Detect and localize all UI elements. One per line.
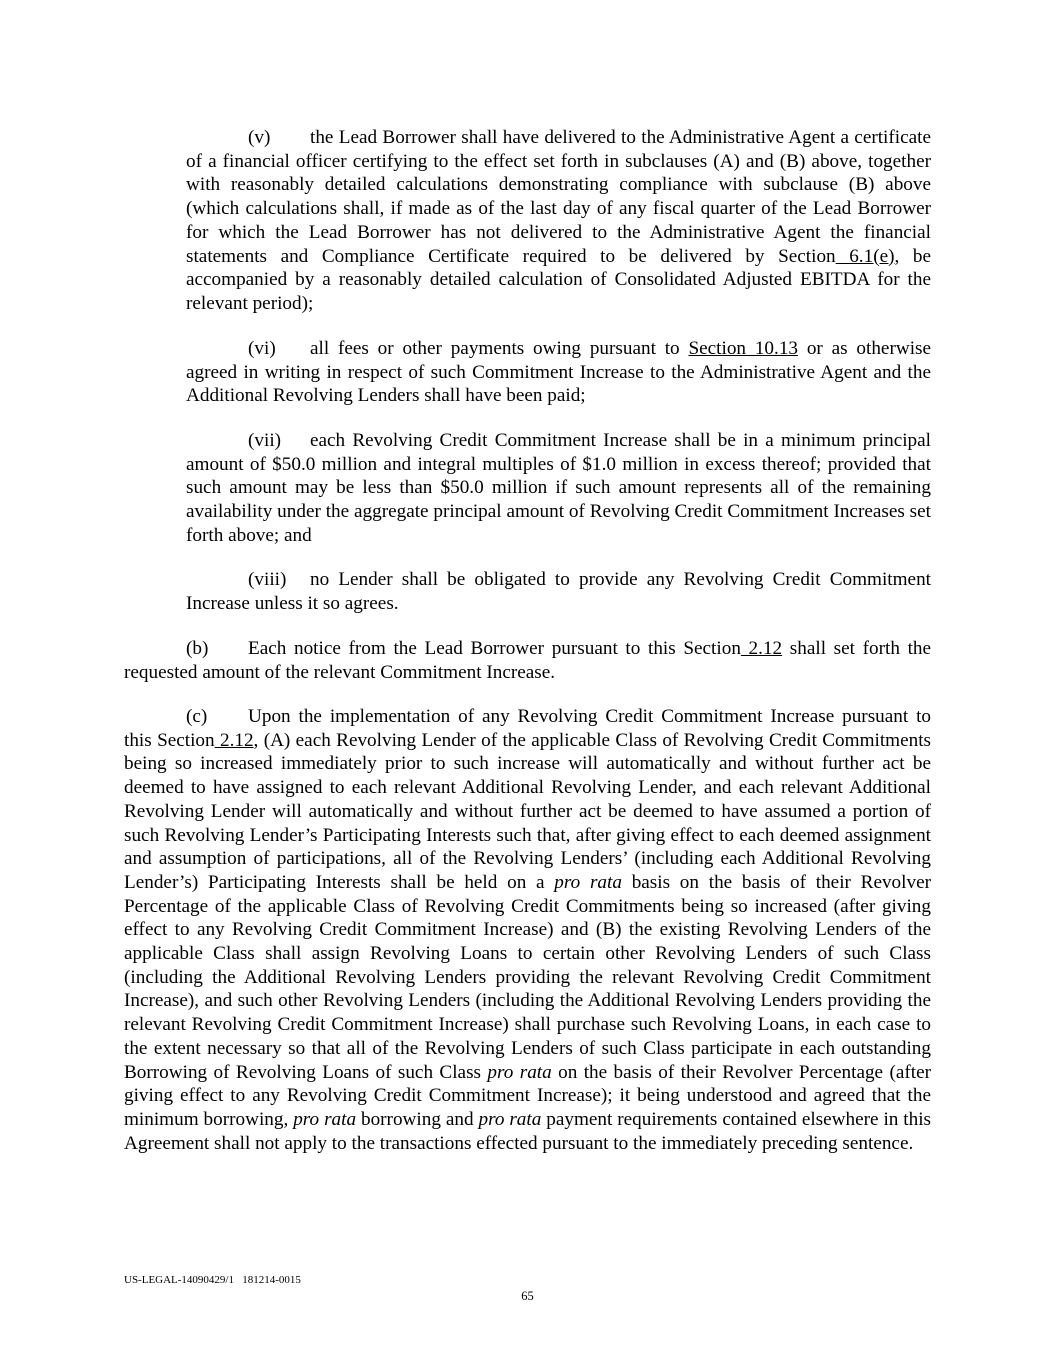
footer-document-id: US-LEGAL-14090429/1 181214-0015 [124,1274,301,1286]
paragraph-label: (viii) [248,569,287,590]
paragraph-c [124,705,931,1155]
paragraph-text: or as otherwise agreed in writing in respect of such Commitment Increase to the Administrative Agent and the Additional Revolving Lenders shall have been paid; [186,338,932,407]
page-number: 65 [521,1289,534,1303]
paragraph-text: shall set forth the requested amount of the relevant Commitment Increase. [124,638,932,683]
paragraph-text: , be accompanied by a reasonably detailed calculation of Consolidated Adjusted EBITDA for the relevant period); [186,245,931,314]
paragraph-text: the Lead Borrower shall have delivered to the Administrative Agent a certificate of a financial officer certifying to the effect set forth in subclauses (A) and (B) above, together with reasonably detailed calculations demonstrating compliance with subclause (B) above (which calculations shall, if made as of the last day of any fiscal quarter of the Lead Borrower for which the Lead Borrower has not delivered to the Administrative Agent the financial statements and Compliance Certificate required to be delivered by Section [186,127,931,267]
italic-term: pro rata [487,1061,552,1083]
paragraph-text: Each notice from the Lead Borrower pursuant to this Section [248,638,741,659]
paragraph-label: (b) [186,638,209,659]
paragraph-label: (vii) [248,430,282,451]
cross-reference: 2.12 [214,729,254,751]
paragraph-text: no Lender shall be obligated to provide any Revolving Credit Commitment Increase unless it so agrees. [186,569,931,614]
paragraph-vi [186,337,931,408]
paragraph-text: all fees or other payments owing pursuant to [310,338,689,359]
paragraph-label: (v) [248,127,271,148]
paragraph-text: each Revolving Credit Commitment Increase shall be in a minimum principal amount of $50.0 million and integral multiples of $1.0 million in excess thereof; provided that such amount may be less than $50.0 million if such amount represents all of the remaining availability under the aggregate principal amount of Revolving Credit Commitment Increases set forth above; and [186,430,931,546]
paragraph-text: borrowing and [356,1108,479,1130]
paragraph-vii [186,429,931,548]
paragraph-text: , (A) each Revolving Lender of the applicable Class of Revolving Credit Commitments being so increased immediately prior to such increase will automatically and without further act be deemed to have assigned to each relevant Additional Revolving Lender, and each relevant Additional Revolving Lender will automatically and without further act be deemed to have assumed a portion of such Revolving Lender’s Participating Interests such that, after giving effect to each deemed assignment and assumption of participations, all of the Revolving Lenders’ (including each Additional Revolving Lender’s) Participating Interests shall be held on a [124,729,931,893]
paragraph-text: Upon the implementation of any Revolving Credit Commitment Increase pursuant to this Section [124,706,931,751]
paragraph-text: on the basis of their Revolver Percentage (after giving effect to any Revolving Credit Commitment Increase); it being understood and agreed that the minimum borrowing, [124,1061,931,1130]
paragraph-text: basis on the basis of their Revolver Percentage of the applicable Class of Revolving Credit Commitments being so increased (after giving effect to any Revolving Credit Commitment Increase) and (B) the existing Revolving Lenders of the applicable Class shall assign Revolving Loans to certain other Revolving Lenders of such Class (including the Additional Revolving Lenders providing the relevant Revolving Credit Commitment Increase), and such other Revolving Lenders (including the Additional Revolving Lenders providing the relevant Revolving Credit Commitment Increase) shall purchase such Revolving Loans, in each case to the extent necessary so that all of the Revolving Lenders of such Class participate in each outstanding Borrowing of Revolving Loans of such Class [124,871,931,1083]
paragraph-viii [186,568,931,615]
paragraph-v [186,126,931,316]
paragraph-b [124,637,931,684]
italic-term: pro rata [293,1108,357,1130]
paragraph-text: payment requirements contained elsewhere in this Agreement shall not apply to the transactions effected pursuant to the immediately preceding sentence. [124,1108,932,1154]
cross-reference: 6.1(e) [835,245,895,267]
cross-reference: 2.12 [740,638,783,659]
paragraph-label: (vi) [248,338,276,359]
paragraph-label: (c) [186,706,208,727]
cross-reference: Section 10.13 [688,338,799,359]
italic-term: pro rata [554,871,622,893]
italic-term: pro rata [478,1108,542,1130]
